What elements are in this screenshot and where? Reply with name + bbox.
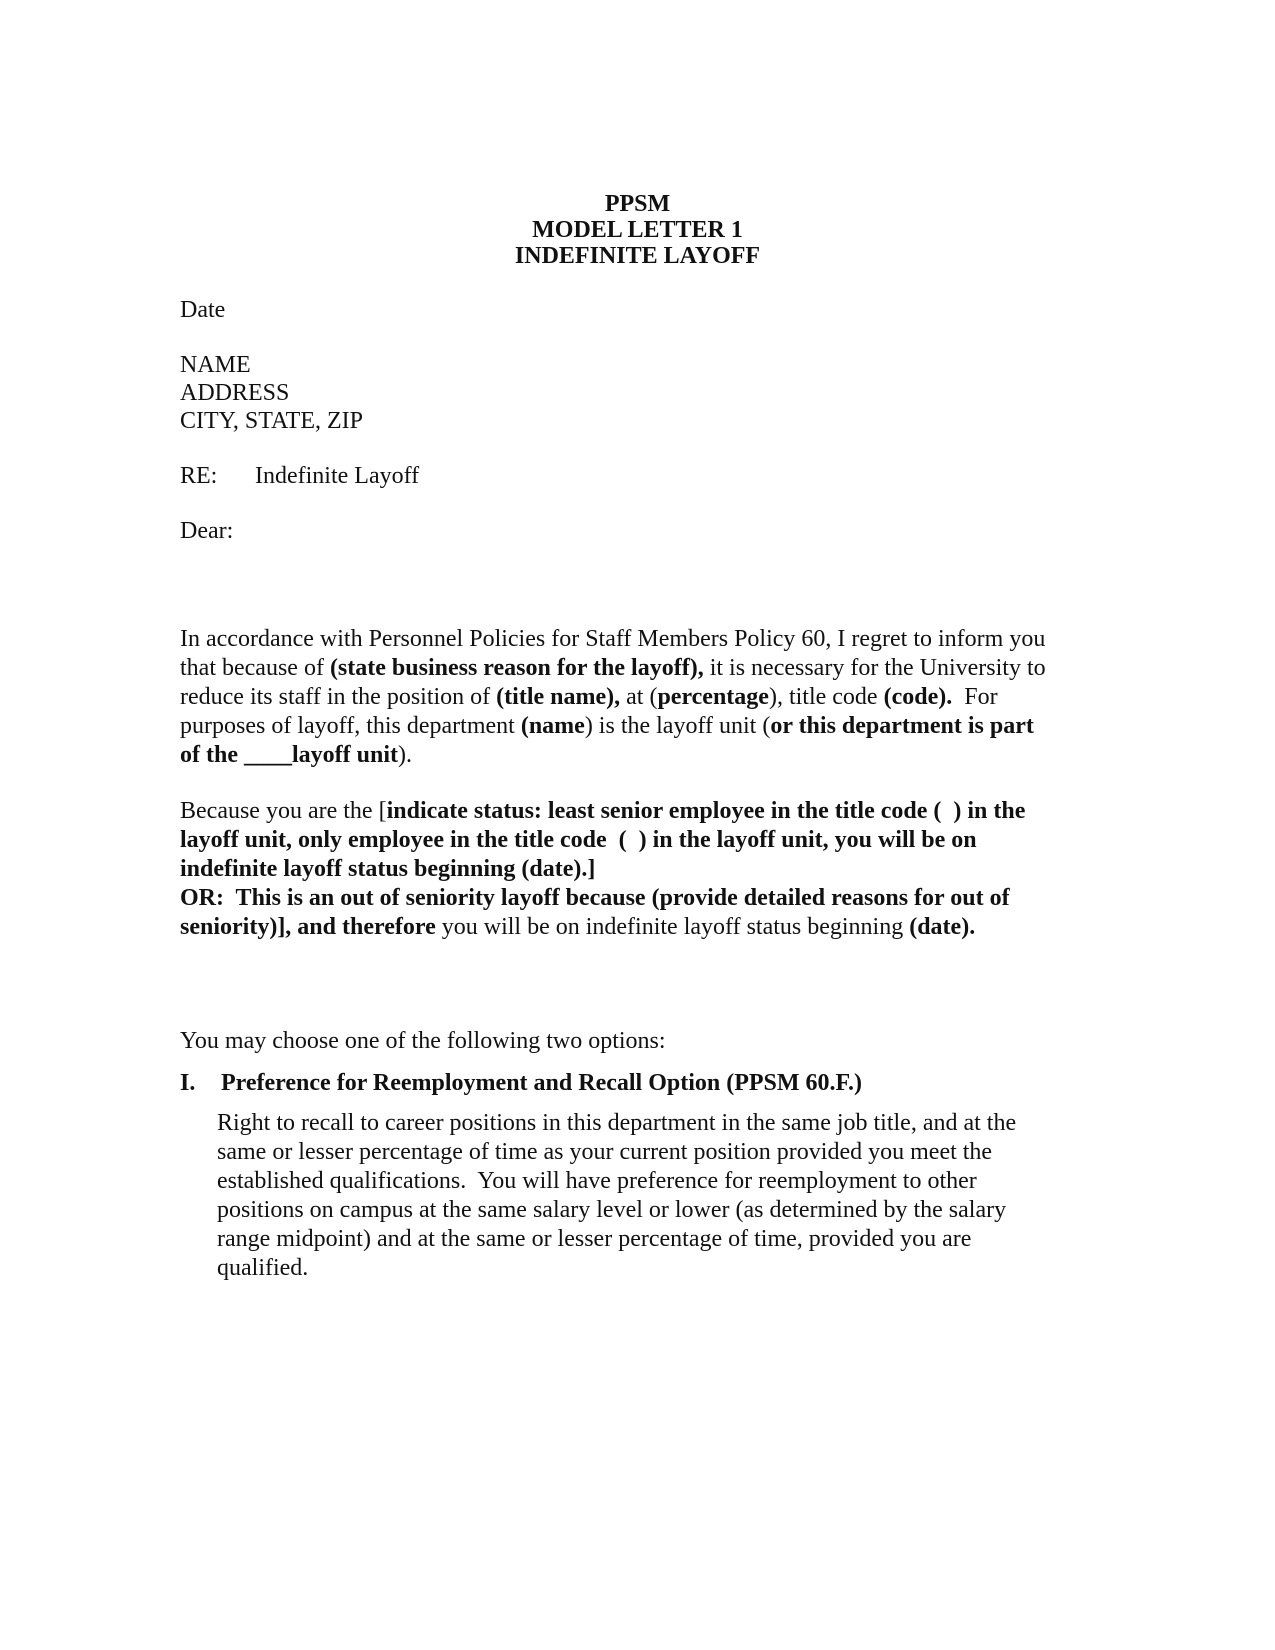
option1-line: established qualifications. You will have preference for reemployment to other xyxy=(217,1168,977,1194)
recipient-name: NAME xyxy=(180,352,251,378)
options-intro: You may choose one of the following two options: xyxy=(180,1028,666,1054)
text: at ( xyxy=(620,684,658,710)
paragraph1-line xyxy=(180,683,1090,712)
text: ) is the layoff unit ( xyxy=(584,713,771,739)
text: reduce its staff in the position of xyxy=(180,684,497,710)
placeholder-business-reason: (state business reason for the layoff), xyxy=(329,655,704,681)
option1-number: I. xyxy=(180,1070,196,1096)
header-indefinite-layoff: INDEFINITE LAYOFF xyxy=(514,243,761,269)
placeholder-department-name: (name xyxy=(520,713,585,739)
header-ppsm: PPSM xyxy=(604,191,671,217)
text: that because of xyxy=(180,655,330,681)
paragraph1-line xyxy=(180,654,1090,683)
text: you will be on indefinite layoff status beginning xyxy=(435,914,910,940)
paragraph2-line xyxy=(180,797,1090,826)
option1-line: qualified. xyxy=(217,1255,309,1281)
re-subject: Indefinite Layoff xyxy=(255,463,420,489)
text: ). xyxy=(398,742,412,768)
recipient-city-state-zip: CITY, STATE, ZIP xyxy=(180,408,363,434)
option1-heading: Preference for Reemployment and Recall Option (PPSM 60.F.) xyxy=(221,1070,862,1096)
paragraph-layoff-status xyxy=(180,797,1090,942)
placeholder-layoff-unit: of the ____layoff unit xyxy=(180,742,398,768)
text: In accordance with Personnel Policies for Staff Members Policy 60, I regret to inform you xyxy=(180,626,1046,652)
option1-line: same or lesser percentage of time as your current position provided you meet the xyxy=(217,1139,993,1165)
paragraph1-line xyxy=(180,741,1090,770)
option1-line: Right to recall to career positions in this department in the same job title, and at the xyxy=(217,1110,1017,1136)
text: indefinite layoff status beginning (date).] xyxy=(180,856,596,882)
re-label: RE: xyxy=(180,463,218,489)
paragraph1-line xyxy=(180,625,1090,654)
option1-line: range midpoint) and at the same or lesser percentage of time, provided you are xyxy=(217,1226,972,1252)
option1-line: positions on campus at the same salary level or lower (as determined by the salary xyxy=(217,1197,1007,1223)
placeholder-title-name: (title name), xyxy=(496,684,621,710)
placeholder-status: indicate status: least senior employee in the title code ( ) in the xyxy=(386,798,1026,824)
text: ), title code xyxy=(768,684,884,710)
text: seniority)], and therefore xyxy=(180,914,436,940)
placeholder-department-part: or this department is part xyxy=(770,713,1034,739)
salutation: Dear: xyxy=(180,518,234,544)
header-model-letter: MODEL LETTER 1 xyxy=(532,217,743,243)
paragraph2-line xyxy=(180,855,1090,884)
text: For xyxy=(952,684,998,710)
placeholder-date: (date). xyxy=(909,914,976,940)
option1-body xyxy=(217,1109,1097,1283)
recipient-address: ADDRESS xyxy=(180,380,290,406)
placeholder-code: (code). xyxy=(883,684,953,710)
text: OR: This is an out of seniority layoff because (provide detailed reasons for out of xyxy=(180,885,1010,911)
paragraph2-line xyxy=(180,884,1090,913)
paragraph2-line xyxy=(180,826,1090,855)
paragraph-layoff-reason xyxy=(180,625,1090,770)
text: it is necessary for the University to xyxy=(703,655,1046,681)
text: Because you are the [ xyxy=(180,798,387,824)
text: purposes of layoff, this department xyxy=(180,713,521,739)
placeholder-percentage: percentage xyxy=(657,684,769,710)
paragraph1-line xyxy=(180,712,1090,741)
date-label: Date xyxy=(180,297,226,323)
text: layoff unit, only employee in the title code ( ) in the layoff unit, you will be on xyxy=(180,827,977,853)
paragraph2-line xyxy=(180,913,1090,942)
